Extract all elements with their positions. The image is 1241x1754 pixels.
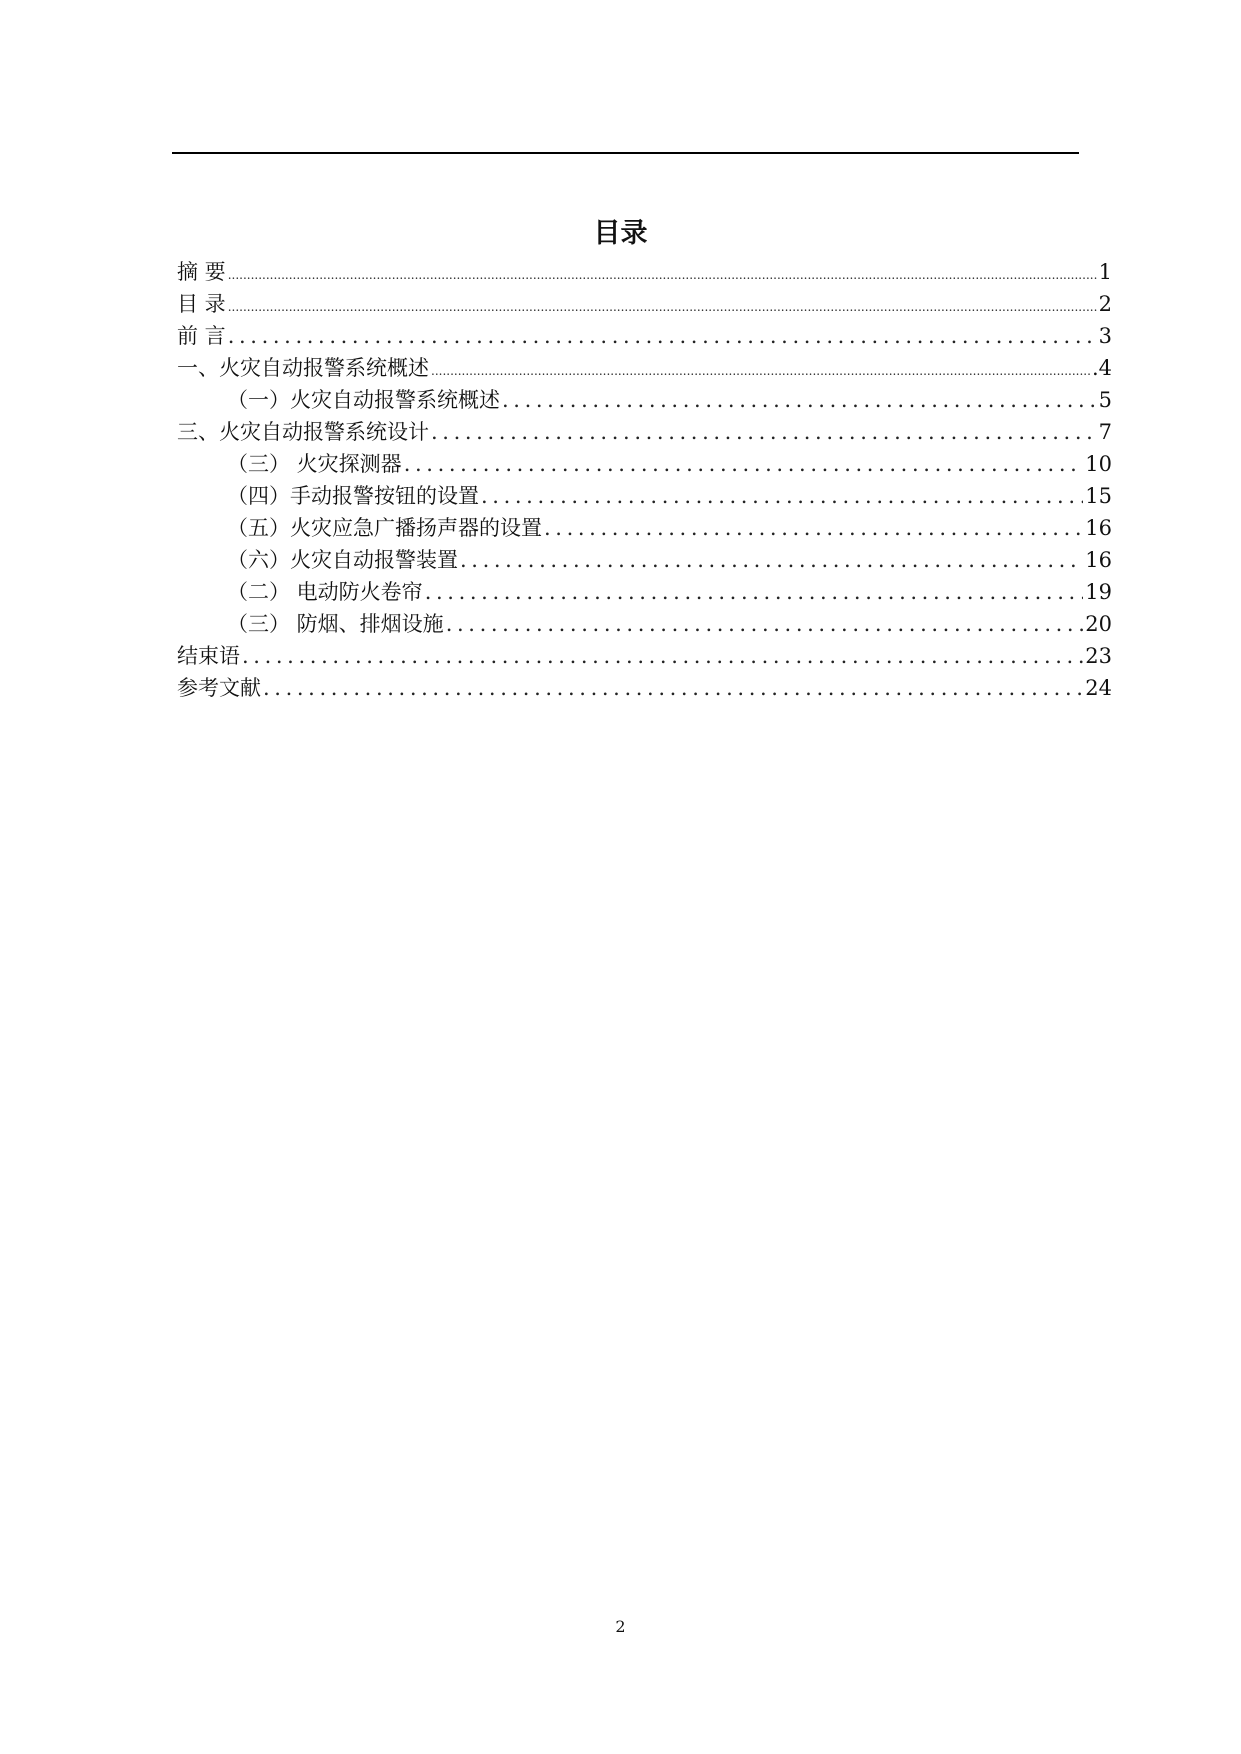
toc-dot-leader xyxy=(502,384,1097,416)
toc-entry-label: 参考文献 xyxy=(177,676,261,700)
toc-entry[interactable] xyxy=(177,320,1112,352)
toc-entry-label: （二） 电动防火卷帘 xyxy=(227,580,423,604)
toc-entry[interactable] xyxy=(177,480,1112,512)
toc-entry-page: 10 xyxy=(1085,452,1112,476)
toc-entry-page: 16 xyxy=(1085,548,1112,572)
toc-entry[interactable] xyxy=(177,640,1112,672)
toc-entry-page: 15 xyxy=(1085,484,1112,508)
toc-entry-page: 20 xyxy=(1085,612,1112,636)
toc-dot-leader xyxy=(263,672,1083,704)
toc-entry-label: （一）火灾自动报警系统概述 xyxy=(227,388,500,412)
toc-entry-label: （四）手动报警按钮的设置 xyxy=(227,484,479,508)
toc-entry-label: （三） 火灾探测器 xyxy=(227,452,402,476)
toc-entry[interactable] xyxy=(177,384,1112,416)
toc-dot-leader xyxy=(242,640,1083,672)
toc-entry-page: 1 xyxy=(1098,260,1112,284)
toc-entry-page: 24 xyxy=(1085,676,1112,700)
toc-entry-label: 结束语 xyxy=(177,644,240,668)
toc-dot-leader xyxy=(425,576,1084,608)
toc-entry-label: （六）火灾自动报警装置 xyxy=(227,548,458,572)
toc-entry-page: 7 xyxy=(1098,420,1112,444)
table-of-contents xyxy=(177,256,1112,704)
toc-dot-leader xyxy=(404,448,1084,480)
toc-entry-page: 23 xyxy=(1085,644,1112,668)
toc-entry-page: 16 xyxy=(1085,516,1112,540)
toc-entry[interactable] xyxy=(177,544,1112,576)
toc-dot-leader xyxy=(228,259,1097,291)
toc-entry-page: 3 xyxy=(1098,324,1112,348)
toc-entry-label: （五）火灾应急广播扬声器的设置 xyxy=(227,516,542,540)
header-rule xyxy=(172,152,1079,154)
toc-entry[interactable] xyxy=(177,288,1112,320)
toc-entry[interactable] xyxy=(177,416,1112,448)
toc-entry-label: 三、火灾自动报警系统设计 xyxy=(177,420,429,444)
toc-dot-leader xyxy=(431,355,1090,387)
toc-dot-leader xyxy=(228,291,1097,323)
toc-dot-leader xyxy=(481,480,1083,512)
toc-entry[interactable] xyxy=(177,512,1112,544)
toc-entry-page: 2 xyxy=(1098,292,1112,316)
toc-title: 目录 xyxy=(593,218,648,249)
toc-entry-page: 19 xyxy=(1085,580,1112,604)
toc-entry-label: 摘 要 xyxy=(177,260,226,284)
toc-dot-leader xyxy=(460,544,1083,576)
toc-dot-leader xyxy=(228,320,1097,352)
toc-entry[interactable] xyxy=(177,608,1112,640)
toc-dot-leader xyxy=(431,416,1097,448)
toc-entry[interactable] xyxy=(177,256,1112,288)
toc-entry-label: 目 录 xyxy=(177,292,226,316)
toc-dot-leader xyxy=(446,608,1084,640)
toc-entry-label: 前 言 xyxy=(177,324,226,348)
toc-dot-leader xyxy=(544,512,1083,544)
toc-entry[interactable] xyxy=(177,448,1112,480)
page-number: 2 xyxy=(615,1617,626,1636)
toc-entry[interactable] xyxy=(177,352,1112,384)
toc-entry[interactable] xyxy=(177,576,1112,608)
toc-entry-label: 一、火灾自动报警系统概述 xyxy=(177,356,429,380)
toc-entry-label: （三） 防烟、排烟设施 xyxy=(227,612,444,636)
toc-entry[interactable] xyxy=(177,672,1112,704)
toc-entry-page: 5 xyxy=(1098,388,1112,412)
toc-entry-page: .4 xyxy=(1091,356,1112,380)
